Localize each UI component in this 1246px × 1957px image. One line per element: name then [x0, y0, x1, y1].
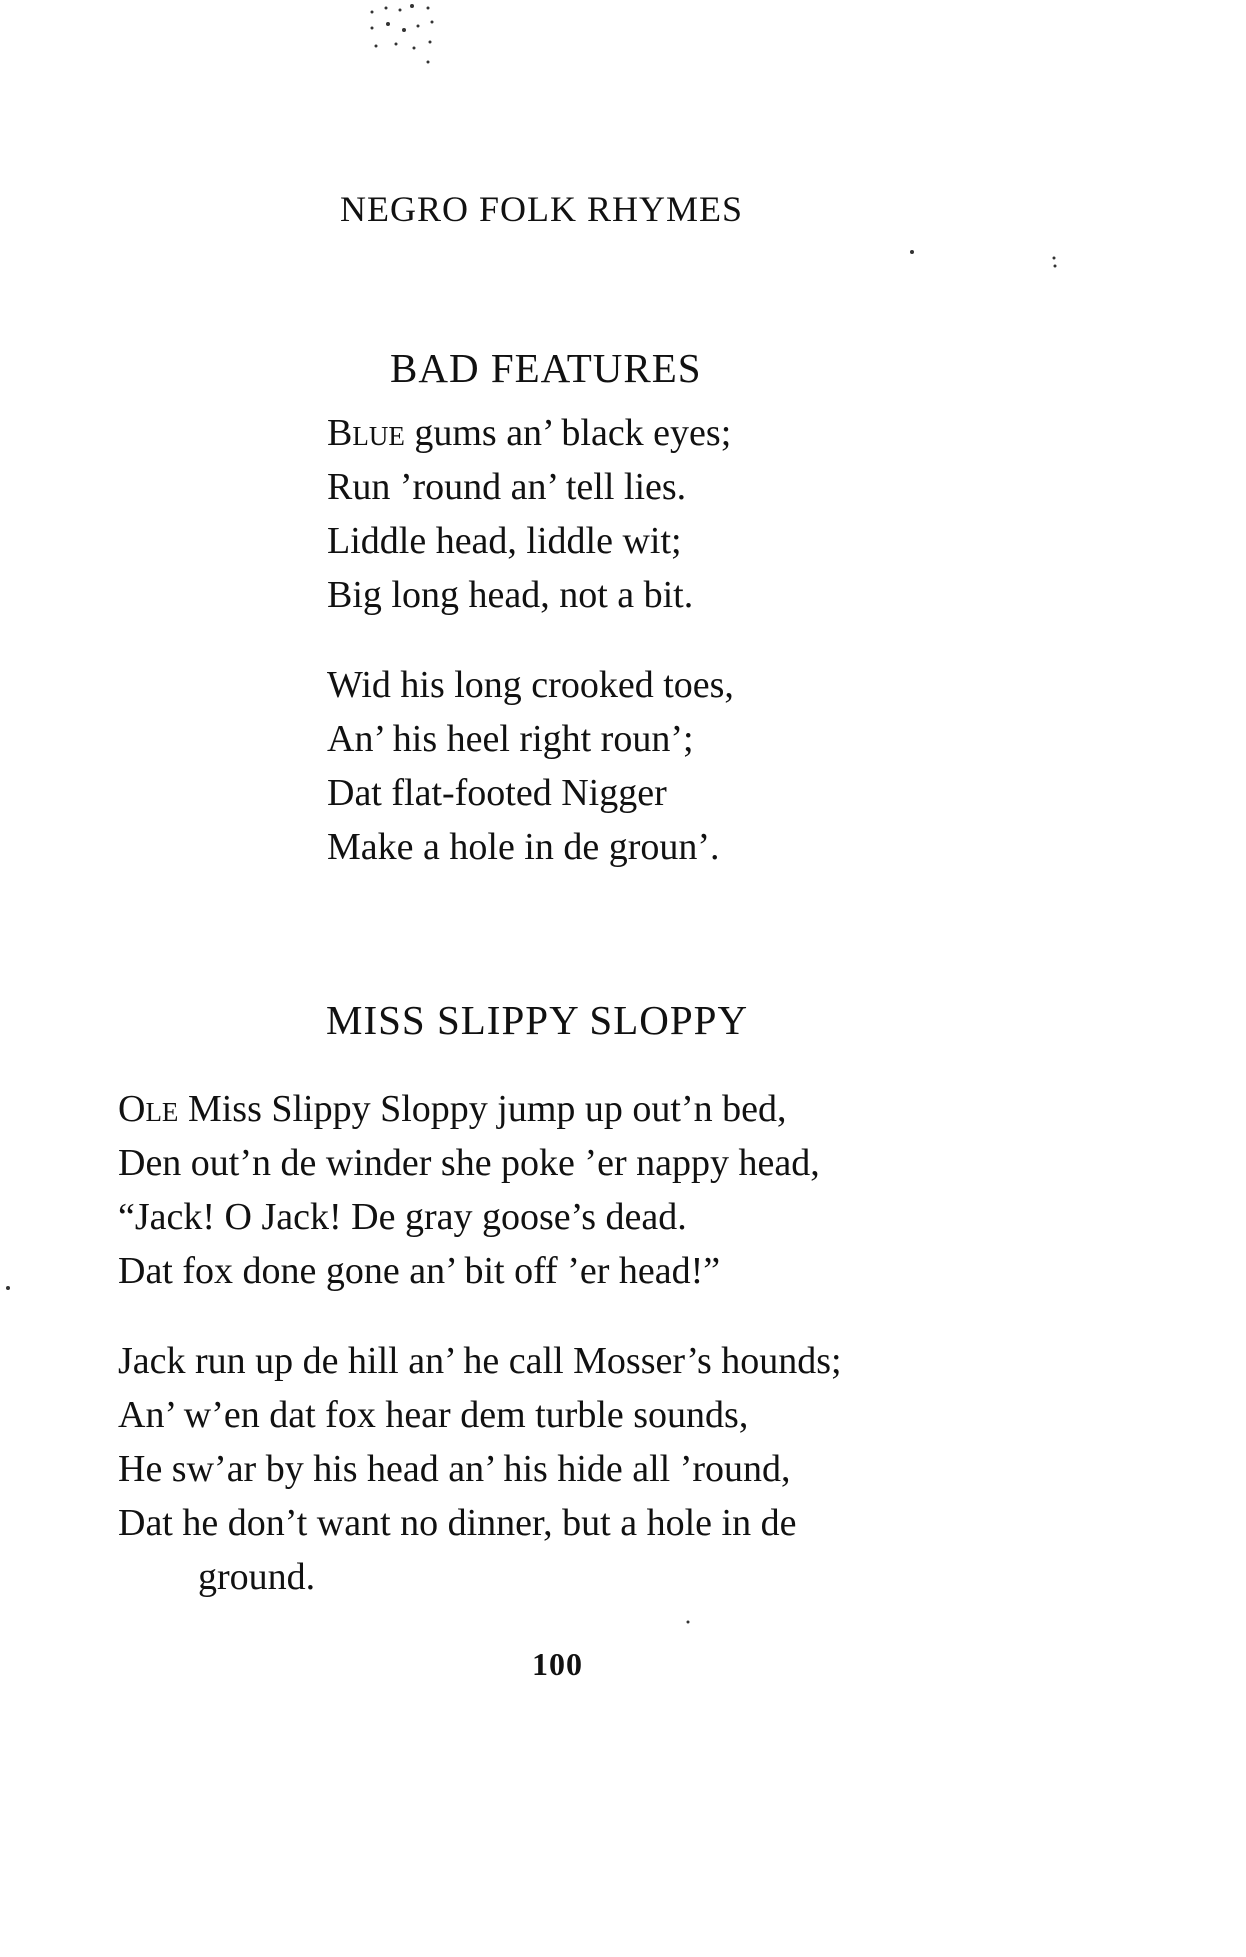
verse-text: gums an’ black eyes; — [404, 412, 732, 454]
poem-title-miss-slippy-sloppy: MISS SLIPPY SLOPPY — [326, 997, 749, 1043]
running-head: NEGRO FOLK RHYMES — [340, 189, 744, 229]
verse-line: Big long head, not a bit. — [327, 574, 694, 616]
drop-word: Ole — [118, 1088, 179, 1130]
verse-line — [118, 1082, 820, 1136]
page-number: 100 — [532, 1646, 583, 1682]
verse-line: Dat fox done gone an’ bit off ’er head!” — [118, 1250, 721, 1292]
verse-line: Dat flat-footed Nigger — [327, 772, 667, 814]
verse-line: An’ his heel right roun’; — [327, 718, 694, 760]
poem-1-stanza-2 — [327, 658, 734, 874]
verse-line: Run ’round an’ tell lies. — [327, 466, 687, 508]
verse-line: Den out’n de winder she poke ’er nappy head, — [118, 1142, 820, 1184]
verse-line: “Jack! O Jack! De gray goose’s dead. — [118, 1196, 687, 1238]
drop-word: Blue — [327, 412, 405, 454]
poem-2-stanza-1 — [118, 1082, 820, 1298]
verse-line: An’ w’en dat fox hear dem turble sounds, — [118, 1394, 749, 1436]
verse-line-continuation: ground. — [198, 1556, 316, 1598]
verse-line: Jack run up de hill an’ he call Mosser’s hounds; — [118, 1340, 842, 1382]
verse-line: Make a hole in de groun’. — [327, 826, 720, 868]
poem-2-stanza-2 — [118, 1334, 842, 1604]
poem-title-bad-features: BAD FEATURES — [390, 345, 702, 391]
verse-line: He sw’ar by his head an’ his hide all ’round, — [118, 1448, 791, 1490]
poem-1-stanza-1 — [327, 406, 731, 622]
verse-line: Dat he don’t want no dinner, but a hole in de — [118, 1502, 797, 1544]
verse-line: Liddle head, liddle wit; — [327, 520, 682, 562]
verse-line: Wid his long crooked toes, — [327, 664, 734, 706]
verse-line — [327, 406, 731, 460]
verse-text: Miss Slippy Sloppy jump up out’n bed, — [178, 1088, 787, 1130]
